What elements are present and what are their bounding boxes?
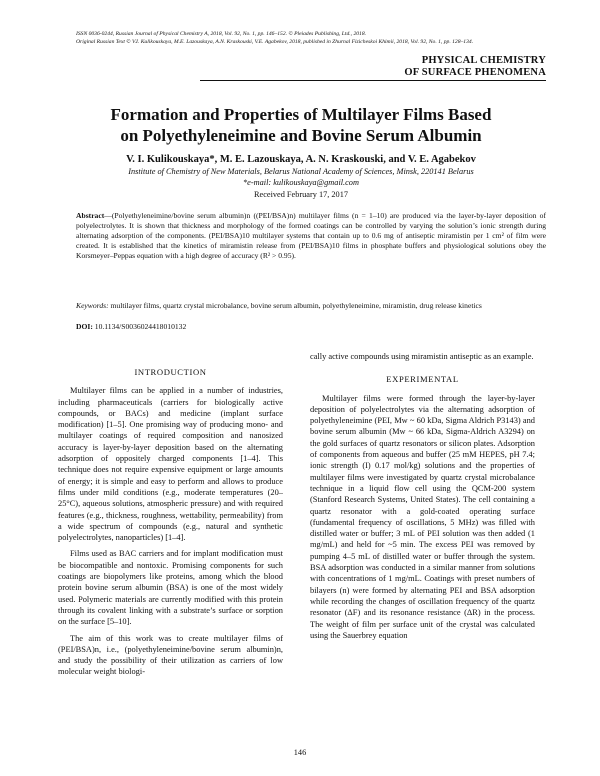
journal-header-line-1: ISSN 0036-0244, Russian Journal of Physical Chemistry A, 2018, Vol. 92, No. 1, pp. 146–152. © Pleiades Publishing, Ltd., 2018. <box>76 31 367 37</box>
left-column <box>58 367 283 683</box>
abstract-label: Abstract <box>76 211 105 220</box>
keywords <box>76 301 546 311</box>
doi-value: 10.1134/S0036024418010132 <box>92 322 187 331</box>
doi-label: DOI: <box>76 322 93 331</box>
experimental-paragraph-1: Multilayer films were formed through the layer-by-layer deposition of polyelectrolytes via the alternating adsorption of polyethyleneimine (PEI, Mw ~ 60 kDa, Sigma Aldrich P3143) and bovine serum albumin (Mw ~ 66 kDa, Sigma-Aldrich A3294) on the gold surfaces of quartz resonators or silicon plates. Adsorption of components from aqueous and buffer (25 mM HEPES, pH 7.4; ionic strength (I) 0.17 mol/kg) solutions and the properties of multilayer films were investigated by quartz crystal microbalance technique in a liquid flow cell using the QCM-200 system (Stanford Research Systems, United States). The cell containing a quartz resonator with a gold-coated operating surface (fundamental frequency of oscillations, 5 MHz) was filled with distilled water or buffer; 3 mL of PEI solution was then added (1 mg/mL) and held for ~5 min. The excess PEI was removed by pumping 4–5 mL of distilled water or buffer through the system. BSA adsorption was conducted in a similar manner from solutions with concentrations of 1 mg/mL. Coatings with preset numbers of bilayers (n) were formed by alternating PEI and BSA adsorption while recording the changes of oscillation frequency of the quartz resonator (ΔF) and its resonance resistance (ΔR) in the process. The weight of film per surface unit of the crystal was calculated using the Sauerbrey equation <box>310 393 535 640</box>
intro-paragraph-3: The aim of this work was to create multilayer films of (PEI/BSA)n, i.e., (polyethyleneimine/bovine serum albumin)n, and study the possibility of their utilization as carriers of low molecular weight biologi- <box>58 633 283 677</box>
right-column <box>310 351 535 646</box>
article-title-line-1: Formation and Properties of Multilayer Films Based <box>110 105 492 124</box>
doi <box>76 322 546 332</box>
article-title-line-2: on Polyethyleneimine and Bovine Serum Albumin <box>120 126 482 145</box>
abstract-text: —(Polyethyleneimine/bovine serum albumin)n ((PEI/BSA)n) multilayer films (n = 1–10) are produced via the layer-by-layer deposition of polyelectrolytes. It is shown that thickness and morphology of the formed coatings can be controlled by varying the solution’s ionic strength during alternating adsorption of the components. (PEI/BSA)10 multilayer systems that contain up to 0.6 mg of antiseptic miramistin per 1 cm² of film were created. It is established that the kinetics of miramistin release from (PEI/BSA)10 films in phosphate buffers and physiological solutions obey the Korsmeyer–Peppas equation with a high degree of accuracy (R² > 0.95). <box>76 211 546 260</box>
section-label-line-2: OF SURFACE PHENOMENA <box>404 67 546 78</box>
section-label-line-1: PHYSICAL CHEMISTRY <box>421 55 546 66</box>
introduction-heading: INTRODUCTION <box>134 367 207 377</box>
author-list: V. I. Kulikouskaya*, M. E. Lazouskaya, A. N. Kraskouski, and V. E. Agabekov <box>126 154 476 165</box>
journal-header-line-2: Original Russian Text © V.I. Kulikouskaya, M.E. Lazouskaya, A.N. Kraskouski, V.E. Agabekov, 2018, published in Zhurnal Fizicheskoi Khimii, 2018, Vol. 92, No. 1, pp. 128–134. <box>76 39 474 45</box>
experimental-heading: EXPERIMENTAL <box>386 374 459 385</box>
section-divider <box>200 80 546 81</box>
intro-continuation: cally active compounds using miramistin antiseptic as an example. <box>310 352 534 361</box>
intro-paragraph-2: Films used as BAC carriers and for implant modification must be biocompatible and nontoxic. Promising components for such coatings are biopolymers like proteins, among which the blood protein bovine serum albumin (BSA) is one of the most widely used. Polymeric materials are currently modified with this protein through its covalent linking with a substrate’s surface or sorption on the surface [5–10]. <box>58 549 283 627</box>
abstract <box>76 211 546 261</box>
keywords-label: Keywords: <box>76 301 109 310</box>
keywords-text: multilayer films, quartz crystal microbalance, bovine serum albumin, polyethyleneimine, miramistin, drug release kinetics <box>108 301 482 310</box>
affiliation: Institute of Chemistry of New Materials, Belarus National Academy of Sciences, Minsk, 220141 Belarus <box>128 167 474 176</box>
contact-email: *e-mail: kulikouskaya@gmail.com <box>243 178 359 187</box>
received-date: Received February 17, 2017 <box>253 190 348 199</box>
intro-paragraph-1: Multilayer films can be applied in a number of industries, including pharmaceuticals (carriers for biologically active compounds, or BACs) and medicine (implant surface modification) [1–5]. One promising way of producing mono- and multilayer coatings of required composition and nanosized accuracy is layer-by-layer deposition based on the alternating adsorption of oppositely charged components [1–4]. This technique does not require expensive equipment or large amounts of energy; it is simple and easy to perform and allows to produce films under mild conditions (e.g., moderate temperatures (20–25°C), aqueous solutions, atmospheric pressure) and with required features (e.g., thickness, roughness, wettability, permeability) from a wide spectrum of compounds (e.g., natural and synthetic polyelectrolytes, nanoparticles) [1–4]. <box>58 386 283 543</box>
page-number: 146 <box>293 748 307 757</box>
